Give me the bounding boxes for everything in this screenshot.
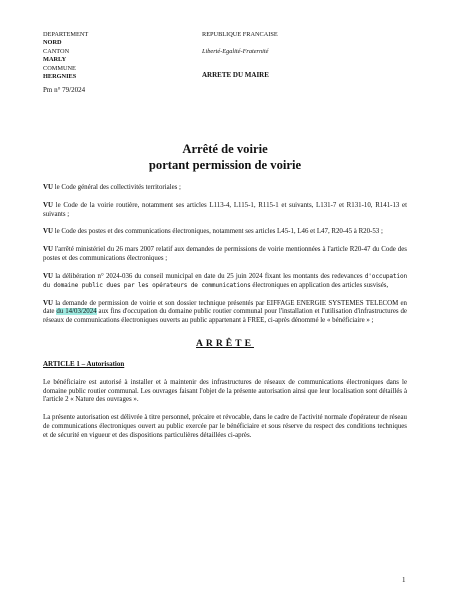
visa-text: le Code des postes et des communications électroniques, notamment ses articles L45-1, L46 et L47, R20-45 à R20-53 ; — [54, 228, 383, 236]
article-1-paragraph: La présente autorisation est délivrée à titre personnel, précaire et révocable, dans le cadre de l'activité normale d'opérateur de réseau de communications électroniques ouvert au public exercée par le bénéficiaire et sous réserve du respect des conditions techniques et de sécurité en vigueur et des dispositions particulières détaillées ci-après. — [43, 414, 407, 439]
departement-label: DEPARTEMENT — [43, 31, 89, 38]
header-left-block — [43, 31, 193, 81]
visa-paragraph — [43, 228, 407, 237]
commune-label: COMMUNE — [43, 64, 76, 72]
visa-paragraph — [43, 184, 407, 193]
arrete-du-maire-heading: ARRETE DU MAIRE — [202, 71, 269, 80]
visa-text: le Code de la voirie routière, notamment ses articles L113-4, L115-1, R115-1 et suivants, L131-7 et R131-10, R141-13 et suivants ; — [43, 201, 407, 218]
document-body — [43, 184, 407, 450]
visa-vu: VU — [43, 246, 53, 254]
document-title — [0, 142, 450, 173]
departement-value: NORD — [43, 39, 62, 47]
visa-vu: VU — [43, 184, 53, 191]
article-1-paragraph: Le bénéficiaire est autorisé à installer et à maintenir des infrastructures de réseaux de communications électroniques dans le domaine public routier communal. Les ouvrages faisant l'objet de la présente autorisation ainsi que leur localisation sont détaillés à l'article 2 « Nature des ouvrages ». — [43, 379, 407, 404]
visa-text-alt-font: d'occupation du domaine public dues par les opérateurs de communications — [43, 272, 407, 289]
page-number: 1 — [402, 576, 406, 584]
visa-vu: VU — [43, 272, 53, 280]
visa-text: électroniques en application des articles susvisés, — [252, 281, 389, 289]
republique-label: REPUBLIQUE FRANCAISE — [202, 31, 278, 38]
visa-text: le Code général des collectivités territoriales ; — [54, 184, 181, 191]
visa-paragraph — [43, 202, 407, 219]
visa-vu: VU — [43, 299, 53, 307]
visa-demande — [43, 300, 407, 326]
visa-paragraph — [43, 246, 407, 263]
canton-label: CANTON — [43, 47, 70, 55]
visa-vu: VU — [43, 228, 53, 236]
commune-value: HERGNIES — [43, 73, 77, 81]
visa-text: la demande de permission de voirie et son dossier technique présentés par EIFFAGE ENERGIE SYSTEMES TELECOM en date — [43, 299, 407, 316]
visa-text: l'arrêté ministériel du 26 mars 2007 relatif aux demandes de permissions de voirie mentionnées à l'article R20-47 du Code des postes et des communications électroniques ; — [43, 246, 407, 263]
highlighted-date: du 14/03/2024 — [56, 308, 97, 316]
header-right-block — [202, 31, 402, 80]
pm-number: Pm n° 79/2024 — [43, 86, 86, 94]
republic-motto: Liberté-Egalité-Fraternité — [202, 47, 269, 55]
title-line-2: portant permission de voirie — [148, 157, 302, 172]
visa-text: aux fins d'occupation du domaine public routier communal pour l'installation et l'utilisation d'infrastructures de réseaux de communications électroniques ouverts au public appartenant à FREE, ci-après dénommé le « bénéficiaire » ; — [43, 308, 407, 324]
title-line-1: Arrêté de voirie — [182, 142, 268, 156]
article-1-title: ARTICLE 1 – Autorisation — [43, 360, 125, 369]
visa-text: la délibération n° 2024-036 du conseil municipal en date du 25 juin 2024 fixant les montants des redevances — [55, 272, 363, 280]
canton-value: MARLY — [43, 56, 67, 64]
arrete-heading: ARRÊTE — [196, 337, 254, 349]
visa-deliberation — [43, 273, 407, 290]
visa-vu: VU — [43, 201, 53, 209]
